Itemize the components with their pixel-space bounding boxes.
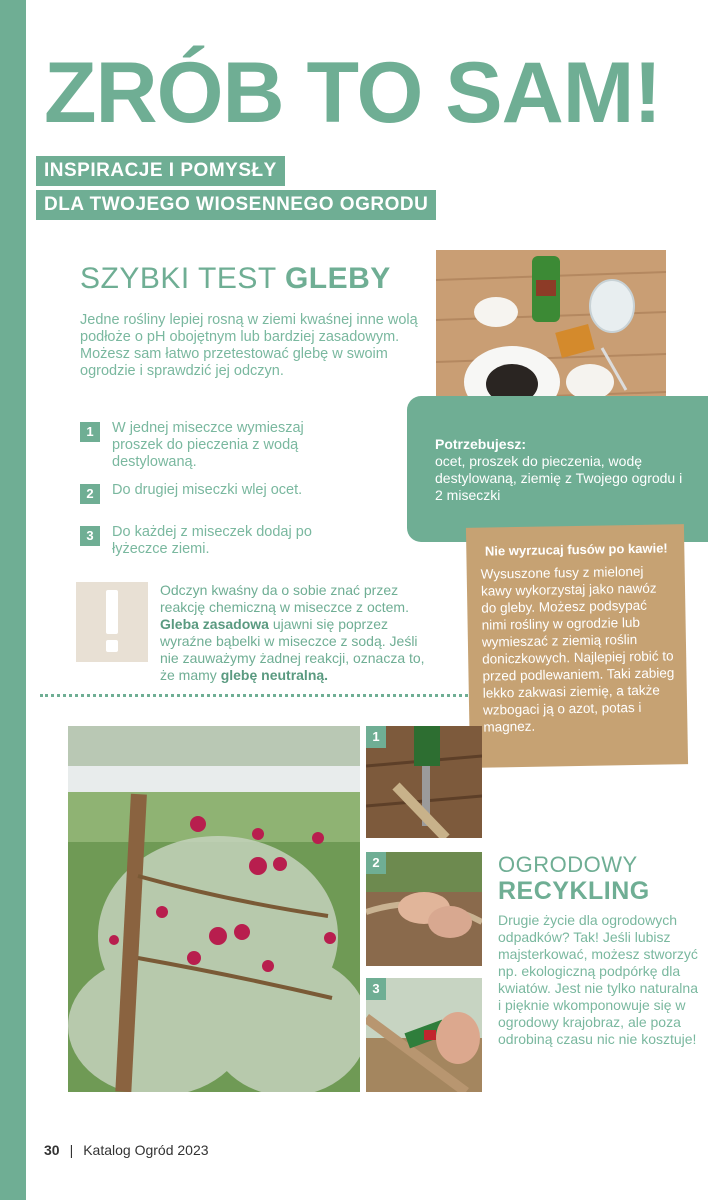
soil-test-heading-bold: GLEBY xyxy=(284,262,391,295)
needs-text: ocet, proszek do pieczenia, wodę destylowaną, ziemię z Twojego ogrodu i 2 miseczki xyxy=(435,453,683,503)
step-photo-1 xyxy=(366,726,482,838)
step-text: Do drugiej miseczki wlej ocet. xyxy=(112,482,303,498)
subtitle-band-2: DLA TWOJEGO WIOSENNEGO OGRODU xyxy=(36,190,436,220)
reaction-note: Odczyn kwaśny da o sobie znać przez reakcję chemiczną w miseczce z octem. Gleba zasadowa ujawni się poprzez wyraźne bąbelki w miseczce z sodą. Jeśli nie zauważymy żadnej reakcji, oznacza to, że mamy glebę neutralną. xyxy=(160,582,425,683)
needs-box xyxy=(407,396,708,542)
step-number: 1 xyxy=(80,422,100,442)
step-photo-2 xyxy=(366,852,482,966)
photo-step-number: 1 xyxy=(366,726,386,748)
soil-test-heading xyxy=(80,262,391,296)
page-title: ZRÓB TO SAM! xyxy=(44,45,662,141)
step-1 xyxy=(80,420,330,471)
catalog-name: Katalog Ogród 2023 xyxy=(83,1142,209,1158)
step-number: 2 xyxy=(80,484,100,504)
step-2 xyxy=(80,482,330,499)
exclamation-icon xyxy=(76,582,148,662)
recycling-heading-light: OGRODOWY xyxy=(498,852,638,877)
step-text: Do każdej z miseczek dodaj po łyżeczce ziemi. xyxy=(112,524,312,557)
subtitle-band-1: INSPIRACJE I POMYSŁY xyxy=(36,156,285,186)
photo-step-number: 2 xyxy=(366,852,386,874)
soil-test-heading-light: SZYBKI TEST xyxy=(80,262,285,295)
coffee-tip-box xyxy=(466,524,688,768)
recycling-text: Drugie życie dla ogrodowych odpadków? Tak! Jeśli lubisz majsterkować, możesz stworzyć np. ekologiczną podpórkę dla kwiatów. Jest nie tylko naturalna i pięknie wkomponowuje się w ogrodowy krajobraz, ale poza odrobiną czasu nic nie kosztuje! xyxy=(498,912,698,1047)
step-text: W jednej miseczce wymieszaj proszek do pieczenia z wodą destylowaną. xyxy=(112,420,304,470)
needs-title: Potrzebujesz: xyxy=(435,436,527,452)
photo-step-number: 3 xyxy=(366,978,386,1000)
dotted-divider xyxy=(40,694,480,697)
step-number: 3 xyxy=(80,526,100,546)
page-number: 30 xyxy=(44,1142,60,1158)
coffee-tip-title: Nie wyrzucaj fusów po kawie! xyxy=(484,540,668,559)
step-3 xyxy=(80,524,330,558)
step-photo-3 xyxy=(366,978,482,1092)
coffee-tip-text: Wysuszone fusy z mielonej kawy wykorzystaj jako nawóz do gleby. Możesz podsypać nimi rośliny w ogrodzie lub wymieszać z ziemią roślin doniczkowych. Najlepiej robić to przed podlewaniem. Taki zabieg lekko zakwasi ziemię, a także wzbogaci ją o azot, potas i magnez. xyxy=(480,563,675,735)
flower-support-photo xyxy=(68,726,360,1092)
footer-separator: | xyxy=(69,1142,74,1158)
recycling-heading xyxy=(498,852,650,904)
page-footer xyxy=(44,1142,209,1158)
soil-test-intro: Jedne rośliny lepiej rosną w ziemi kwaśnej inne wolą podłoże o pH obojętnym lub bardziej zasadowym. Możesz sam łatwo przetestować glebę w swoim ogrodzie i sprawdzić jej odczyn. xyxy=(80,312,418,379)
left-green-strip xyxy=(0,0,26,1200)
recycling-heading-bold: RECYKLING xyxy=(498,877,650,905)
